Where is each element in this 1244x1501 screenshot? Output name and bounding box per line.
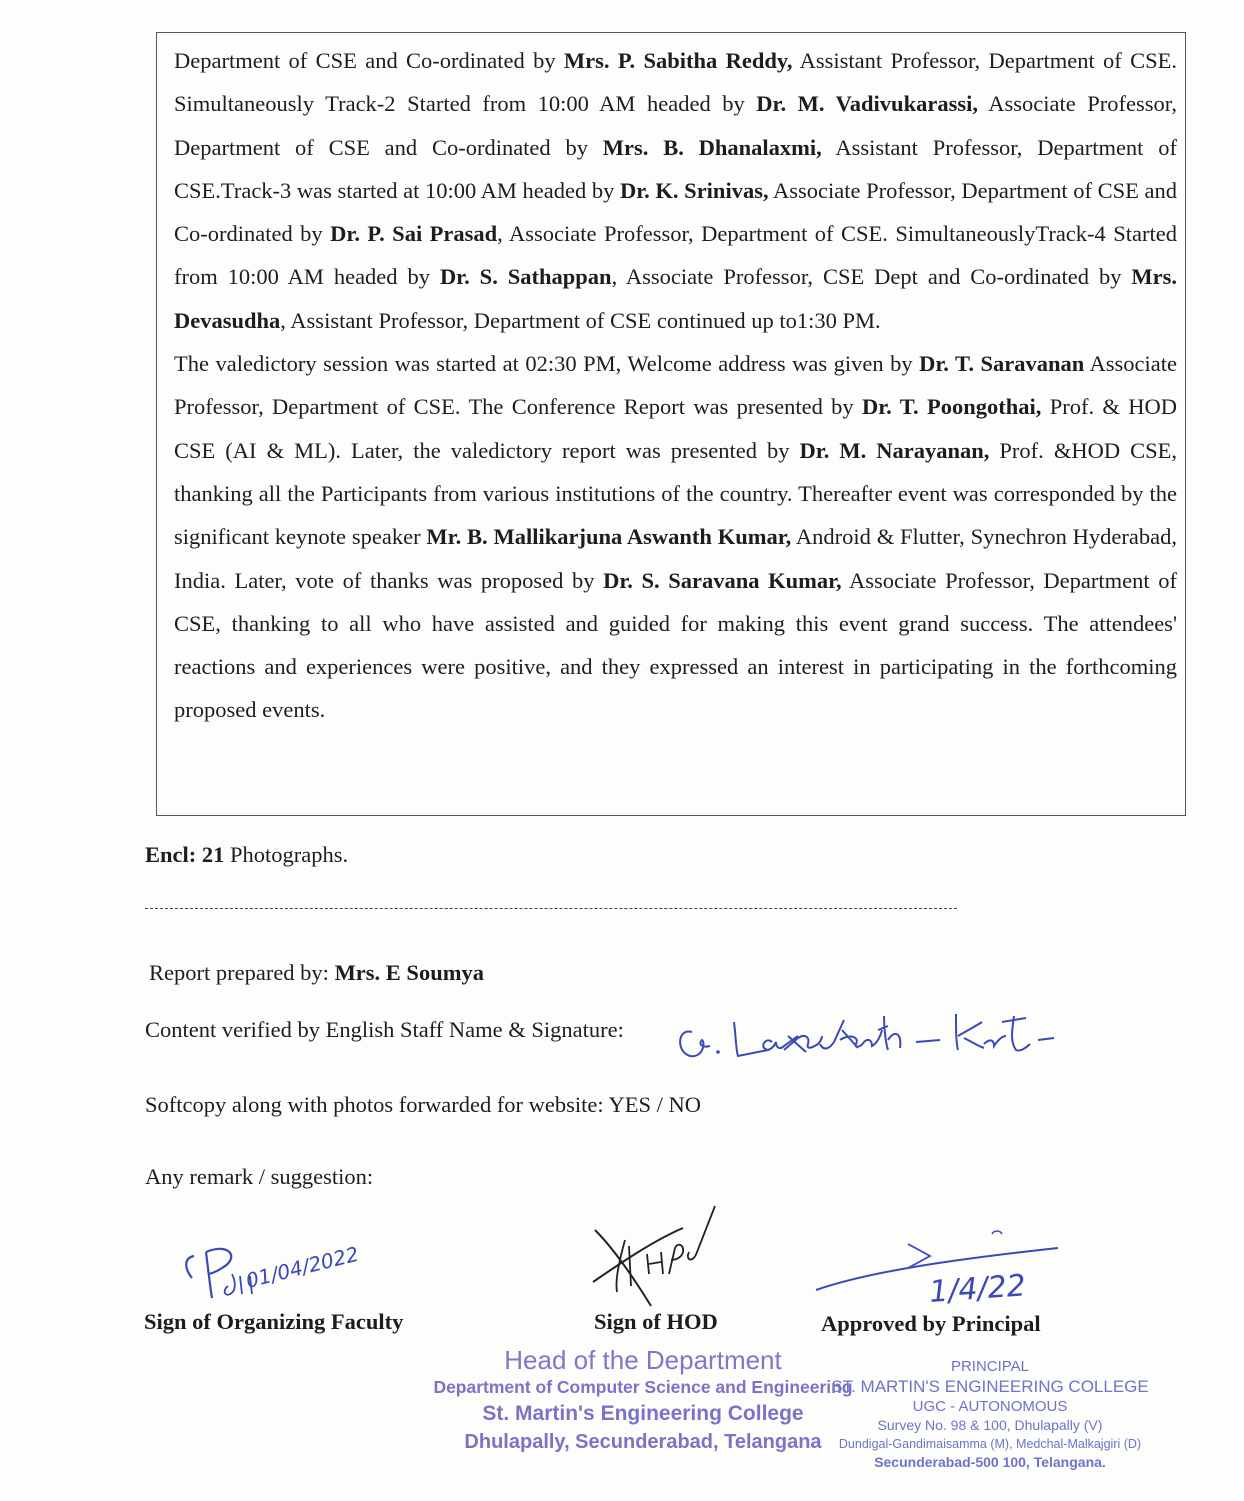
hod-stamp-line4: Dhulapally, Secunderabad, Telangana bbox=[464, 1431, 822, 1453]
approved-by-principal-label: Approved by Principal bbox=[821, 1311, 1041, 1336]
hod-stamp-line2: Department of Computer Science and Engineering bbox=[433, 1377, 853, 1397]
prepared-by-line bbox=[149, 960, 484, 986]
principal-stamp-line3: UGC - AUTONOMOUS bbox=[912, 1398, 1068, 1415]
enclosure-line bbox=[145, 842, 348, 868]
principal-stamp-line5: Dundigal-Gandimaisamma (M), Medchal-Malkajgiri (D) bbox=[838, 1437, 1142, 1451]
principal-stamp-line4: Survey No. 98 & 100, Dhulapally (V) bbox=[877, 1417, 1103, 1433]
report-paragraph-tracks bbox=[174, 39, 1177, 342]
hod-stamp-line3: St. Martin's Engineering College bbox=[482, 1402, 804, 1425]
separator-dashed-line bbox=[145, 908, 957, 909]
report-text: Assistant Professor, Department of CSE.Track-3 was started at 10:00 AM headed by bbox=[174, 134, 1177, 203]
prepared-by-name: Mrs. E Soumya bbox=[334, 960, 484, 985]
person-name: Mrs. P. Sabitha Reddy, bbox=[563, 48, 793, 73]
report-text: , Associate Professor, CSE Dept and Co-ordinated by bbox=[611, 264, 1132, 290]
person-name: Dr. P. Sai Prasad bbox=[330, 221, 498, 247]
hod-signature bbox=[585, 1190, 735, 1310]
person-name: Dr. S. Saravana Kumar, bbox=[603, 567, 842, 593]
enclosure-text: Photographs. bbox=[230, 842, 349, 867]
principal-signature bbox=[808, 1222, 1068, 1314]
principal-stamp-line2: ST. MARTIN'S ENGINEERING COLLEGE bbox=[831, 1377, 1149, 1396]
person-name: Dr. S. Sathappan bbox=[439, 264, 612, 290]
sign-organizing-faculty-label: Sign of Organizing Faculty bbox=[144, 1309, 404, 1334]
report-text: Assistant Professor, Department of CSE. Simultaneously Track-2 Started from 10:00 AM headed by bbox=[174, 48, 1177, 117]
person-name: Mrs. Devasudha bbox=[174, 264, 1178, 333]
english-staff-signature-text: G. Laxmikanth - Kamt. bbox=[1052, 1060, 1062, 1061]
person-name: Dr. T. Saravanan bbox=[919, 351, 1085, 377]
principal-sign-date: 1/4/22 bbox=[928, 1268, 1027, 1310]
content-verified-label: Content verified by English Staff Name & Signature: bbox=[145, 1017, 624, 1042]
organizing-faculty-signature bbox=[170, 1228, 380, 1308]
remark-line: Any remark / suggestion: bbox=[145, 1164, 374, 1189]
person-name: Mrs. B. Dhanalaxmi, bbox=[602, 134, 822, 160]
principal-stamp bbox=[820, 1358, 1160, 1471]
prepared-by-label: Report prepared by: bbox=[149, 960, 329, 985]
report-text: Associate Professor, Department of CSE. The Conference Report was presented by bbox=[174, 351, 1177, 420]
report-text: , Assistant Professor, Department of CSE continued up to1:30 PM. bbox=[280, 307, 881, 333]
report-text: Department of CSE and Co-ordinated by bbox=[174, 48, 564, 73]
softcopy-line: Softcopy along with photos forwarded for website: YES / NO bbox=[145, 1092, 701, 1117]
person-name: Dr. M. Vadivukarassi, bbox=[756, 91, 978, 117]
person-name: Dr. T. Poongothai, bbox=[862, 394, 1042, 420]
hod-stamp bbox=[403, 1346, 883, 1456]
enclosure-label: Encl: bbox=[145, 842, 197, 867]
report-text: Prof. & HOD CSE (AI & ML). Later, the valedictory report was presented by bbox=[174, 394, 1177, 463]
person-name: Dr. M. Narayanan, bbox=[799, 437, 990, 463]
report-text: , Associate Professor, Department of CSE. SimultaneouslyTrack-4 Started from 10:00 AM headed by bbox=[174, 221, 1177, 290]
principal-stamp-line1: PRINCIPAL bbox=[950, 1358, 1030, 1375]
report-text: Associate Professor, Department of CSE and Co-ordinated by bbox=[174, 91, 1177, 160]
principal-stamp-line6: Secunderabad-500 100, Telangana. bbox=[874, 1454, 1106, 1470]
hod-stamp-line1: Head of the Department bbox=[504, 1345, 782, 1375]
report-text: Associate Professor, Department of CSE, thanking to all who have assisted and guided for making this event grand success. The attendees' reactions and experiences were positive, and they expressed an interest in participating in the forthcoming proposed events. bbox=[174, 567, 1177, 723]
person-name: Dr. K. Srinivas, bbox=[620, 177, 769, 203]
report-body-box bbox=[156, 32, 1186, 816]
report-paragraph-valedictory bbox=[174, 342, 1177, 732]
english-staff-signature bbox=[672, 1000, 1132, 1070]
enclosure-count: 21 bbox=[201, 842, 225, 867]
report-text: Prof. &HOD CSE, thanking all the Participants from various institutions of the country. Thereafter event was corresponded by the significant keynote speaker bbox=[174, 437, 1177, 550]
faculty-sign-date: 01/04/2022 bbox=[243, 1241, 362, 1293]
report-text: Associate Professor, Department of CSE and Co-ordinated by bbox=[174, 177, 1177, 247]
report-text: Android & Flutter, Synechron Hyderabad, India. Later, vote of thanks was proposed by bbox=[174, 524, 1177, 593]
person-name: Mr. B. Mallikarjuna Aswanth Kumar, bbox=[426, 524, 792, 550]
sign-hod-label: Sign of HOD bbox=[594, 1309, 718, 1334]
report-text: The valedictory session was started at 02:30 PM, Welcome address was given by bbox=[174, 351, 920, 377]
